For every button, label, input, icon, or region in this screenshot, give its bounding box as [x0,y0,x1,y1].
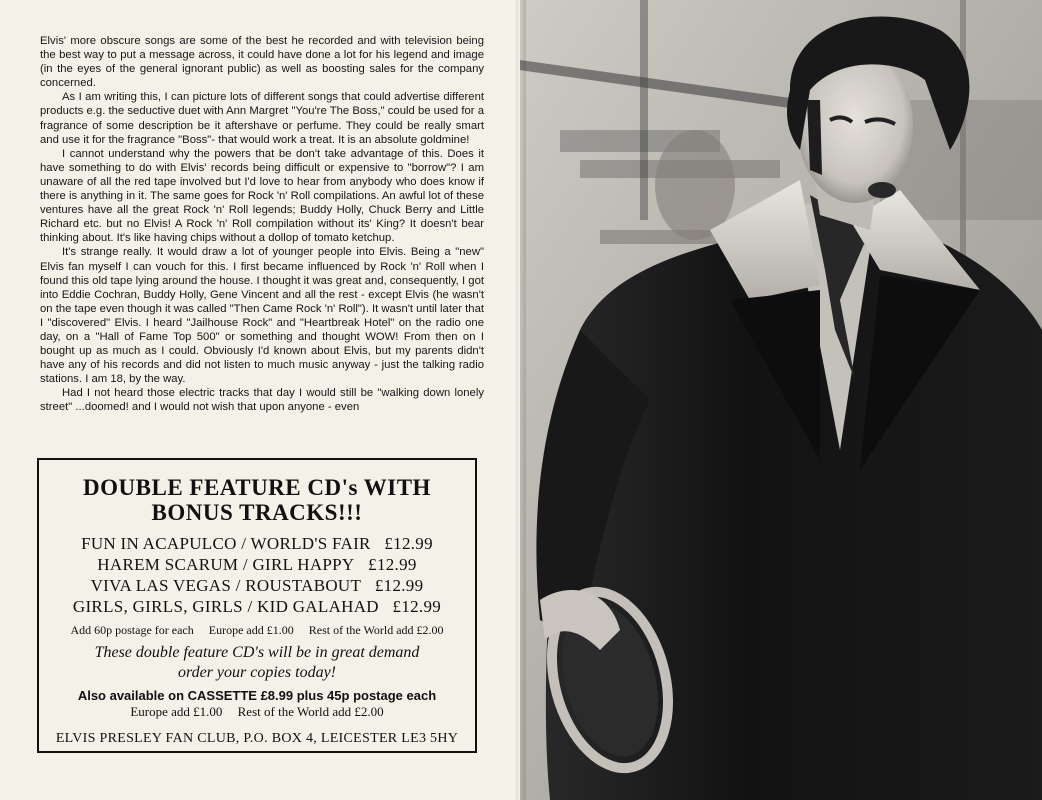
postage-europe: Europe add £1.00 [208,623,294,637]
page-gutter [516,0,526,800]
advert-headline-line: BONUS TRACKS!!! [151,500,363,525]
article-text [40,34,484,415]
advert-title-row [39,554,475,575]
advert-title-row [39,596,475,617]
cd-price: £12.99 [384,534,433,553]
postage-world: Rest of the World add £2.00 [308,623,444,637]
article-paragraph: Elvis' more obscure songs are some of the best he recorded and with television being the best way to put a message across, it could have done a lot for his legend and image (in the eyes of the general ignorant public) as well as boosting sales for the company concerned. [40,35,484,90]
demand-line: These double feature CD's will be in great demand [94,644,420,661]
postage-each: Add 60p postage for each [70,623,194,637]
advert-title-row [39,575,475,596]
cassette-offer: Also available on CASSETTE £8.99 plus 45p postage each [77,688,437,703]
right-page [520,0,1042,800]
cassette-postage [39,704,475,720]
cd-price: £12.99 [374,576,424,595]
advert-title-list [39,533,475,617]
article-paragraph: It's strange really. It would draw a lot of younger people into Elvis. Being a "new" Elvis fan myself I can vouch for this. I first became influenced by Rock 'n' Roll when I found this old tape lying around the house. I thought it was great and, consequently, I got into Eddie Cochran, Buddy Holly, Gene Vincent and all the rest - except Elvis (he wasn't on the tape even though it was called "Then Came Rock 'n' Roll"). It wasn't until later that I "discovered" Elvis. I heard "Jailhouse Rock" and "Heartbreak Hotel" on the radio one day, on a "Hall of Fame Top 500" or something and thought WOW! From then on I bought up as much as I could. Obviously I'd known about Elvis, but my parents didn't have any of his records and did not listen to much music anyway - just the talking radio stations. I am 18, by the way. [40,246,485,386]
demand-notice [39,643,475,683]
article-paragraph: Had I not heard those electric tracks that day I would still be "walking down lonely street" ...doomed! and I would not wish that upon anyone - even [40,387,484,414]
photo-tone [520,0,1042,800]
cd-price: £12.99 [368,555,417,574]
advert-headline [39,475,475,525]
cassette-world: Rest of the World add £2.00 [237,704,384,719]
article-paragraph: As I am writing this, I can picture lots of different songs that could advertise different products e.g. the seductive duet with Ann Margret "You're The Boss," could be used for a fragrance of some description be it aftershave or perfume. They could be really smart and use it for the fragrance "Boss"- that would work a treat. It is an absolute goldmine! [40,91,484,146]
cd-price: £12.99 [392,597,442,616]
cd-title: FUN IN ACAPULCO / WORLD'S FAIR [81,534,371,553]
cd-title: HAREM SCARUM / GIRL HAPPY [97,555,355,574]
cd-title: VIVA LAS VEGAS / ROUSTABOUT [90,576,362,595]
postage-info [39,621,475,639]
cassette-europe: Europe add £1.00 [130,704,223,719]
demand-line: order your copies today! [177,664,337,681]
advert-title-row [39,533,475,554]
article-paragraph: I cannot understand why the powers that be don't take advantage of this. Does it have something to do with Elvis' records being difficult or expensive to "borrow"? I am unaware of all the red tape involved but I'd love to hear from anybody who does know if there is anything in it. The same goes for Rock 'n' Roll compilations. An awful lot of these ventures have all the great Rock 'n' Roll legends; Buddy Holly, Chuck Berry and Little Richard etc. but no Elvis! A Rock 'n' Roll compilation without its' King? It doesn't bear thinking about. It's like having chips without a dollop of tomato ketchup. [40,147,484,245]
left-page [0,0,520,800]
cd-advert-box [37,458,477,753]
elvis-photograph [520,0,1042,800]
cd-title: GIRLS, GIRLS, GIRLS / KID GALAHAD [72,597,379,616]
fan-club-address: ELVIS PRESLEY FAN CLUB, P.O. BOX 4, LEICESTER LE3 5HY [55,731,459,746]
advert-headline-line: DOUBLE FEATURE CD's WITH [83,475,431,500]
